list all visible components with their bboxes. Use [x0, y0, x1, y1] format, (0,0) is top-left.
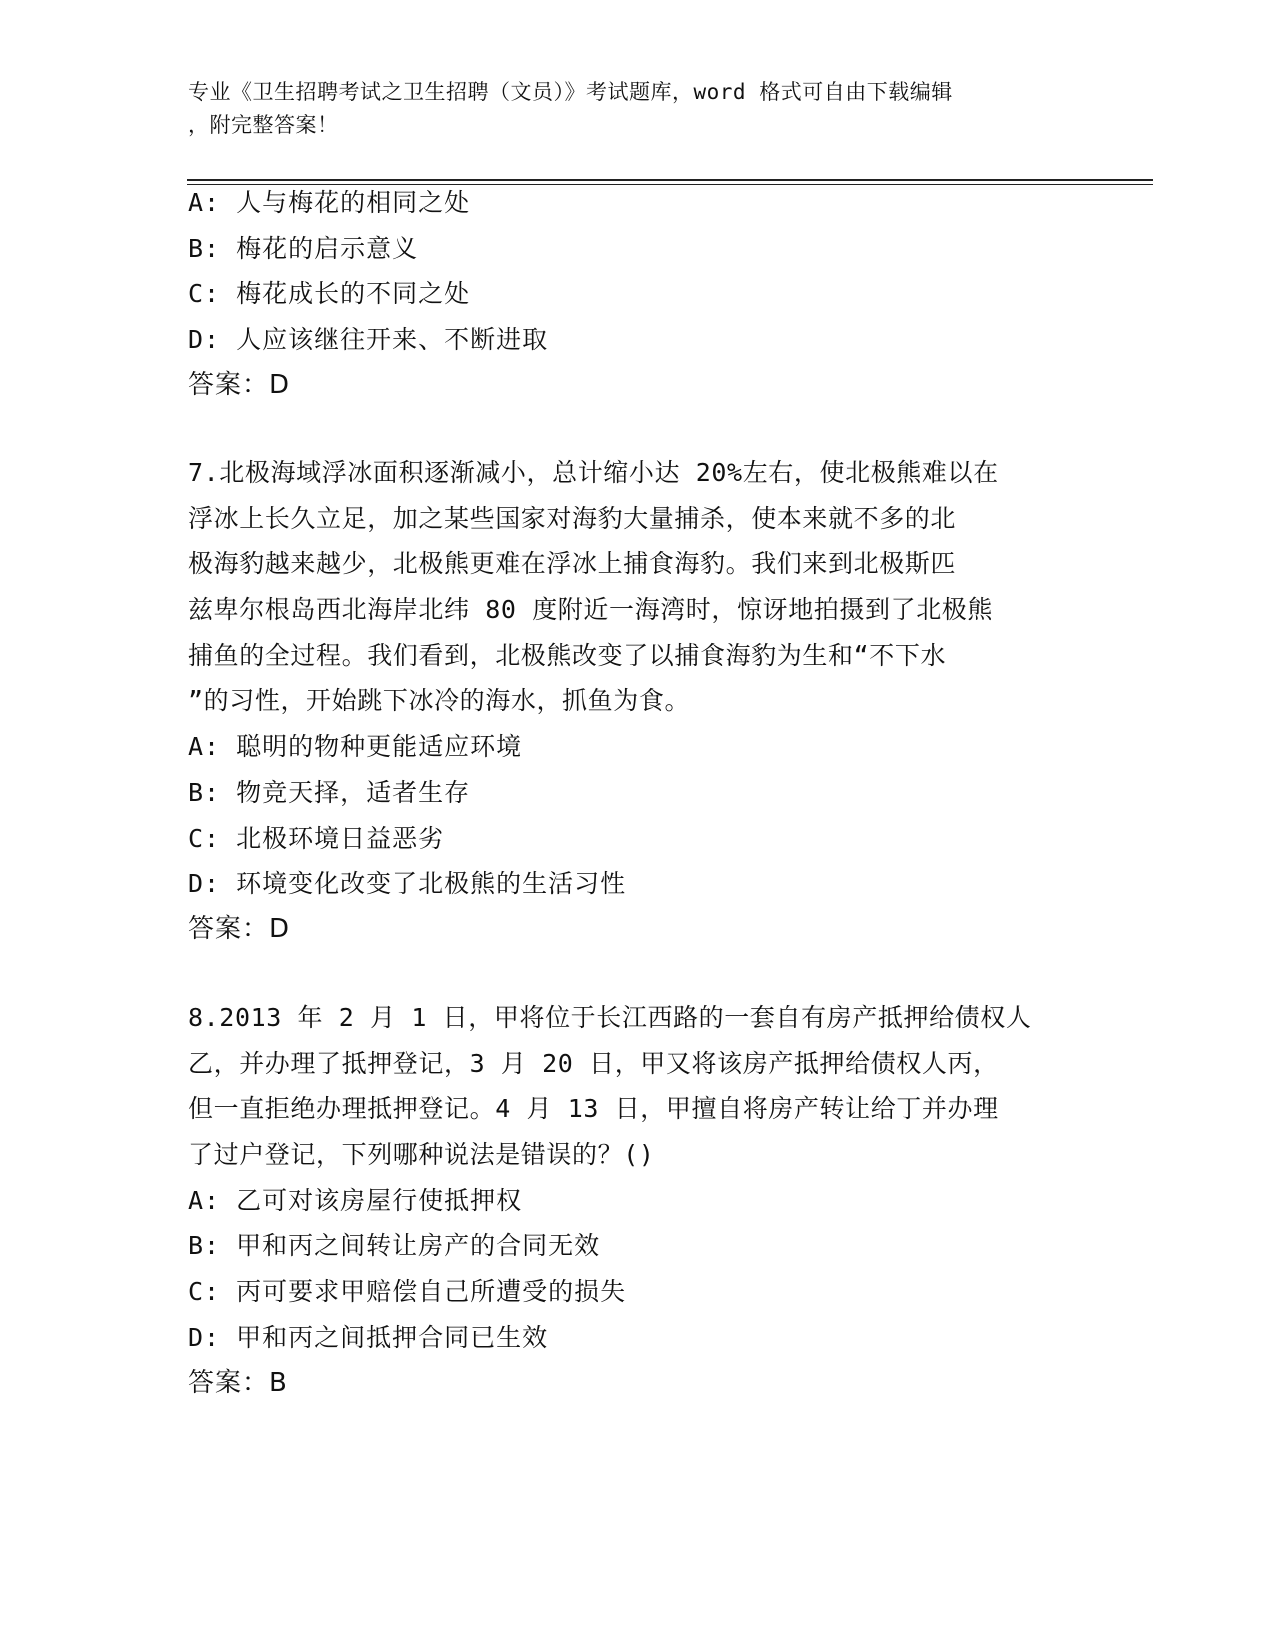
option-c: C: 梅花成长的不同之处 — [188, 279, 471, 309]
question-8 — [188, 995, 1088, 1406]
stem-line: 了过户登记，下列哪种说法是错误的？() — [188, 1140, 655, 1170]
question-7 — [188, 450, 1088, 953]
document-header — [188, 76, 1088, 142]
stem-line: 乙，并办理了抵押登记，3 月 20 日，甲又将该房产抵押给债权人丙， — [188, 1048, 999, 1078]
header-line-1: 专业《卫生招聘考试之卫生招聘（文员）》考试题库，word 格式可自由下载编辑 — [188, 80, 953, 104]
stem-line: 但一直拒绝办理抵押登记。4 月 13 日，甲擅自将房产转让给丁并办理 — [188, 1094, 999, 1124]
answer: 答案：D — [188, 369, 291, 400]
stem-line: 浮冰上长久立足，加之某些国家对海豹大量捕杀，使本来就不多的北 — [188, 503, 957, 533]
option-d: D: 人应该继往开来、不断进取 — [188, 325, 549, 355]
option-a: A: 人与梅花的相同之处 — [188, 188, 471, 217]
option-b: B: 梅花的启示意义 — [188, 233, 419, 263]
stem-line: 7.北极海域浮冰面积逐渐减小，总计缩小达 20%左右，使北极熊难以在 — [188, 458, 999, 487]
stem-line: 8.2013 年 2 月 1 日，甲将位于长江西路的一套自有房产抵押给债权人 — [188, 1003, 1032, 1032]
option-d: D: 环境变化改变了北极熊的生活习性 — [188, 869, 627, 899]
question-stem — [188, 995, 1088, 1178]
stem-line: 捕鱼的全过程。我们看到，北极熊改变了以捕食海豹为生和“不下水 — [188, 640, 947, 670]
stem-line: ”的习性，开始跳下冰冷的海水，抓鱼为食。 — [188, 686, 691, 716]
stem-line: 极海豹越来越少，北极熊更难在浮冰上捕食海豹。我们来到北极斯匹 — [188, 549, 957, 579]
option-d: D: 甲和丙之间抵押合同已生效 — [188, 1322, 549, 1352]
answer: 答案：B — [188, 1367, 288, 1398]
option-a: A: 乙可对该房屋行使抵押权 — [188, 1185, 523, 1215]
stem-line: 兹卑尔根岛西北海岸北纬 80 度附近一海湾时，惊讶地拍摄到了北极熊 — [188, 595, 994, 625]
option-c: C: 北极环境日益恶劣 — [188, 823, 445, 853]
header-line-2: ，附完整答案！ — [188, 113, 339, 137]
question-6 — [188, 180, 1088, 408]
question-stem — [188, 450, 1088, 724]
option-c: C: 丙可要求甲赔偿自己所遭受的损失 — [188, 1277, 627, 1307]
option-a: A: 聪明的物种更能适应环境 — [188, 732, 523, 762]
option-b: B: 甲和丙之间转让房产的合同无效 — [188, 1231, 601, 1261]
answer: 答案：D — [188, 913, 291, 944]
option-b: B: 物竞天择，适者生存 — [188, 777, 471, 807]
